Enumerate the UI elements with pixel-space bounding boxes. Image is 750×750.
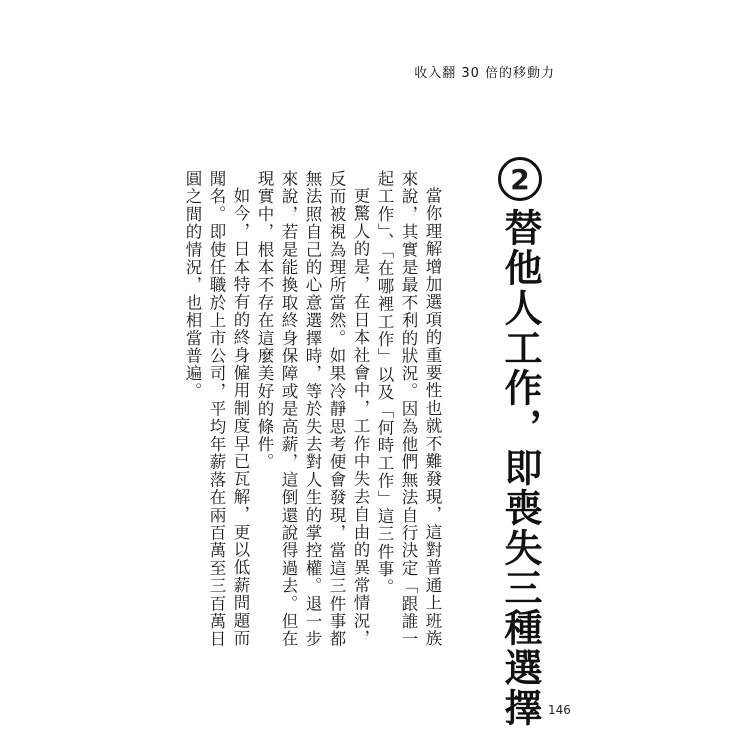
chapter-number-badge <box>498 157 542 201</box>
running-header: 收入翻 30 倍的移動力 <box>414 66 555 81</box>
body-text <box>180 170 444 650</box>
paragraph: 當你理解增加選項的重要性也就不難發現，這對普通上班族來說，其實是最不利的狀況。因為他們無法自行決定「跟誰一起工作」、「在哪裡工作」以及「何時工作」這三件事。 <box>375 170 442 648</box>
paragraph: 如今，日本特有的終身僱用制度早已瓦解，更以低薪問題而聞名。即使任職於上市公司，平均年薪落在兩百萬至三百萬日圓之間的情況，也相當普遍。 <box>183 170 250 648</box>
paragraph: 更驚人的是，在日本社會中，工作中失去自由的異常情況，反而被視為理所當然。如果冷靜思考便會發現，當這三件事都無法照自己的心意選擇時，等於失去對人生的掌控權。退一步來說，若是能換取終身保障或是高薪，這倒還說得過去。但在現實中，根本不存在這麼美好的條件。 <box>255 170 370 648</box>
chapter-title: 替他人工作，即喪失三種選擇 <box>498 208 542 728</box>
page-number: 146 <box>548 703 571 717</box>
chapter-number: 2 <box>510 162 530 196</box>
